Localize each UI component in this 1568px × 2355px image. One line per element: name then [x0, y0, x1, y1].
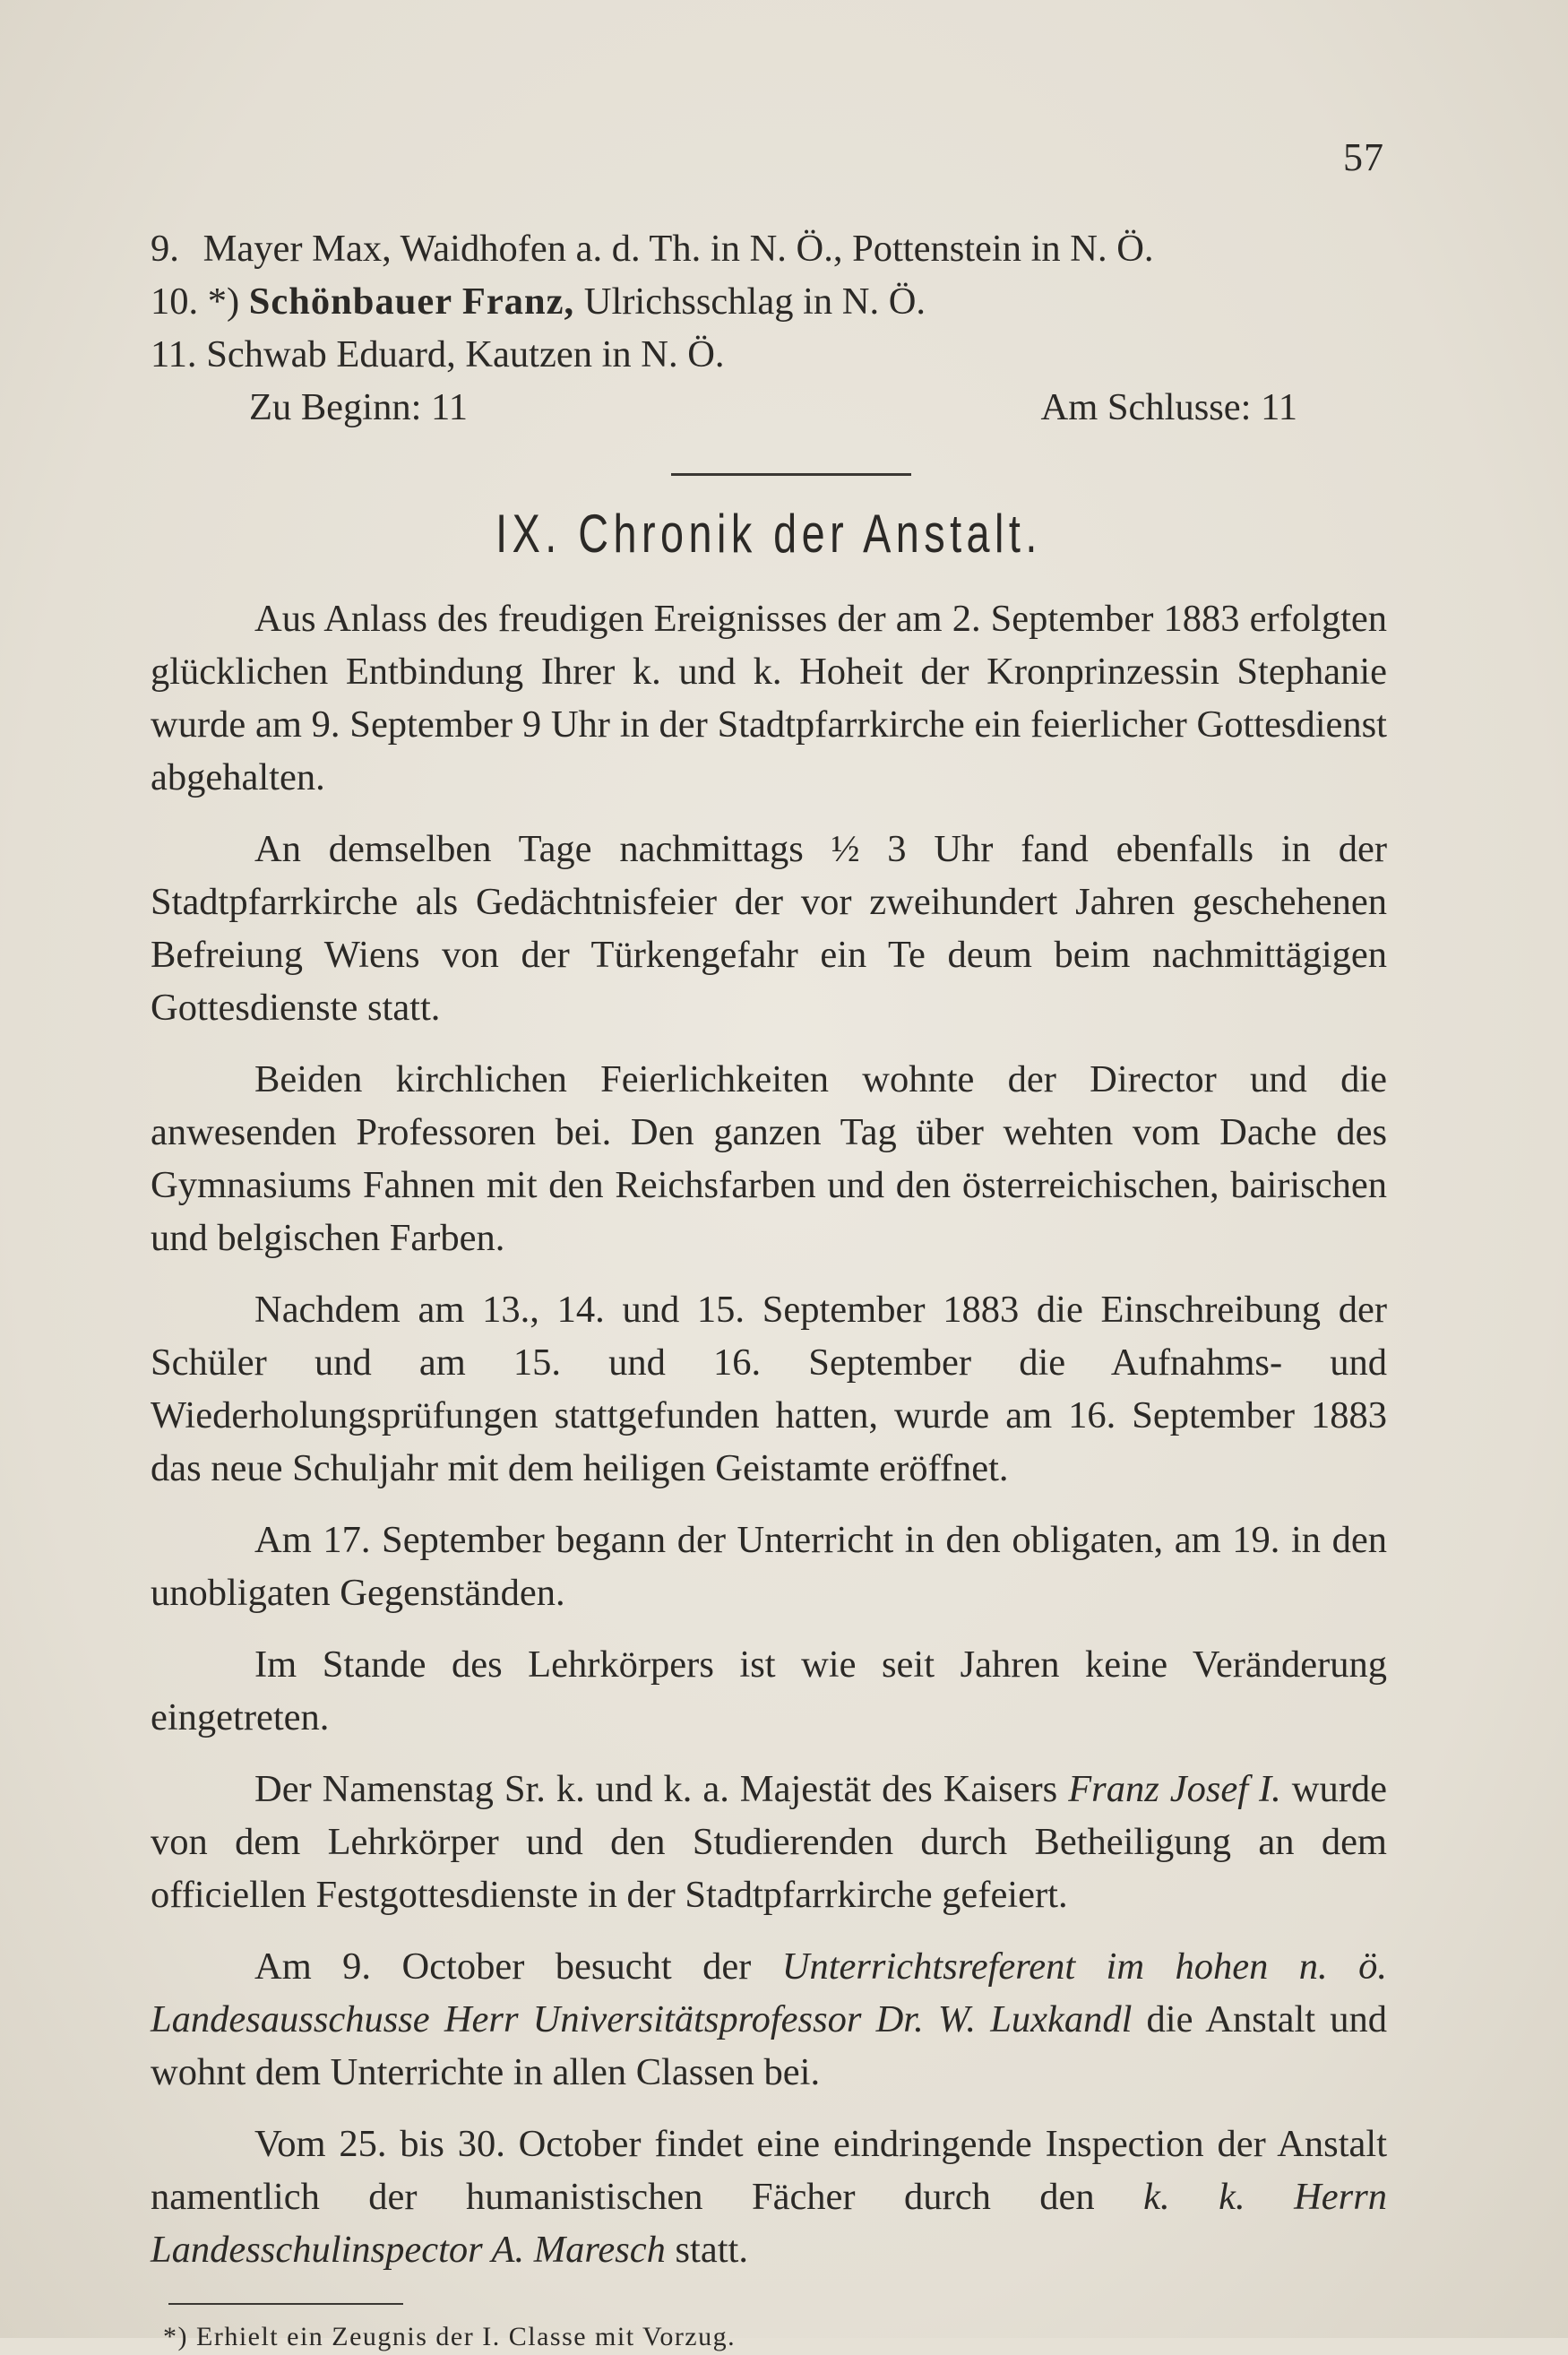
paragraph-text: Vom 25. bis 30. October findet eine eindringende Inspection der Anstalt namentlich der humanistischen Fächer durch den — [151, 2123, 1387, 2218]
paragraph-text: Aus Anlass des freudigen Ereignisses der am 2. September 1883 erfolgten glücklichen Entbindung Ihrer k. und k. Hoheit der Kronprinzessin Stephanie wurde am 9. September 9 Uhr in der Stadtpfarrkirche ein feierlicher Gottesdienst abgehalten. — [151, 598, 1387, 798]
paragraph — [151, 1940, 1387, 2099]
paragraph — [151, 823, 1387, 1034]
page-number: 57 — [1343, 135, 1384, 179]
paragraph — [151, 1053, 1387, 1264]
footnote-text: Erhielt ein Zeugnis der I. Classe mit Vorzug. — [196, 2322, 737, 2351]
inspector-name: k. k. Herrn Landesschulinspector A. Maresch — [151, 2176, 1387, 2271]
count-beginning: Zu Beginn: 11 — [249, 386, 468, 428]
paragraph-text: Am 9. October besucht der — [254, 1945, 752, 1988]
paragraph-text: An demselben Tage nachmittags ½ 3 Uhr fand ebenfalls in der Stadtpfarrkirche als Gedächtnisfeier der vor zweihundert Jahren geschehenen Befreiung Wiens von der Türkengefahr ein Te deum beim nachmittägigen Gottesdienste statt. — [151, 828, 1387, 1029]
student-birthplace: Waidhofen a. d. Th. in N. Ö., Pottenstein in N. Ö. — [400, 228, 1154, 270]
emperor-name: Franz Josef I. — [1068, 1768, 1281, 1810]
paragraph-text: Nachdem am 13., 14. und 15. September 1883 die Einschreibung der Schüler und am 15. und 16. September die Aufnahms- und Wiederholungsprüfungen stattgefunden hatten, wurde am 16. September 1883 das neue Schuljahr mit dem heiligen Geistamte eröffnet. — [151, 1289, 1387, 1489]
paragraph-text: wurde von dem Lehrkörper und den Studierenden durch Betheiligung an dem officiellen Festgottesdienste in der Stadtpfarrkirche gefeiert. — [151, 1768, 1387, 1916]
paragraph-text: Im Stande des Lehrkörpers ist wie seit Jahren keine Veränderung eingetreten. — [151, 1643, 1387, 1738]
footnote-marker: *) — [207, 280, 240, 323]
paragraph — [151, 592, 1387, 804]
class-counts — [151, 381, 1387, 434]
visitor-title: Unterrichtsreferent im hohen n. ö. Landesausschusse Herr Universitätsprofessor Dr. W. Luxkandl — [151, 1945, 1387, 2040]
footnote-divider — [168, 2303, 403, 2305]
count-end: Am Schlusse: 11 — [1040, 386, 1297, 428]
student-list-item — [151, 328, 1387, 381]
paragraph — [151, 1638, 1387, 1744]
student-number: 11. — [151, 333, 197, 375]
paragraph-text: Beiden kirchlichen Feierlichkeiten wohnte der Director und die anwesenden Professoren bei. Den ganzen Tag über wehten vom Dache des Gymnasiums Fahnen mit den Reichsfarben und den österreichischen, bairischen und belgischen Farben. — [151, 1058, 1387, 1259]
student-birthplace: Ulrichsschlag in N. Ö. — [583, 280, 926, 323]
student-list-item — [151, 275, 1387, 328]
section-divider — [671, 473, 911, 476]
paragraph-text: Am 17. September begann der Unterricht in den obligaten, am 19. in den unobligaten Gegenständen. — [151, 1519, 1387, 1614]
paragraph-text: die Anstalt und wohnt dem Unterrichte in allen Classen bei. — [151, 1998, 1387, 2093]
student-birthplace: Kautzen in N. Ö. — [465, 333, 725, 375]
paragraph — [151, 1283, 1387, 1495]
page-body — [151, 222, 1387, 2355]
paragraph — [151, 1514, 1387, 1619]
student-number: 10. — [151, 280, 199, 323]
student-name: Mayer Max, — [202, 228, 392, 270]
paragraph — [151, 1763, 1387, 1921]
student-list-item — [151, 222, 1387, 275]
footnote-marker: *) — [163, 2322, 188, 2351]
paragraph-text: Der Namenstag Sr. k. und k. a. Majestät des Kaisers — [254, 1768, 1058, 1810]
paragraph-text: statt. — [675, 2229, 748, 2271]
student-name: Schwab Eduard, — [206, 333, 456, 375]
footnote — [151, 2319, 1387, 2355]
student-name: Schönbauer Franz, — [248, 280, 575, 323]
student-number: 9. — [151, 228, 179, 270]
paragraph — [151, 2118, 1387, 2276]
chapter-heading: IX. Chronik der Anstalt. — [495, 504, 1042, 564]
